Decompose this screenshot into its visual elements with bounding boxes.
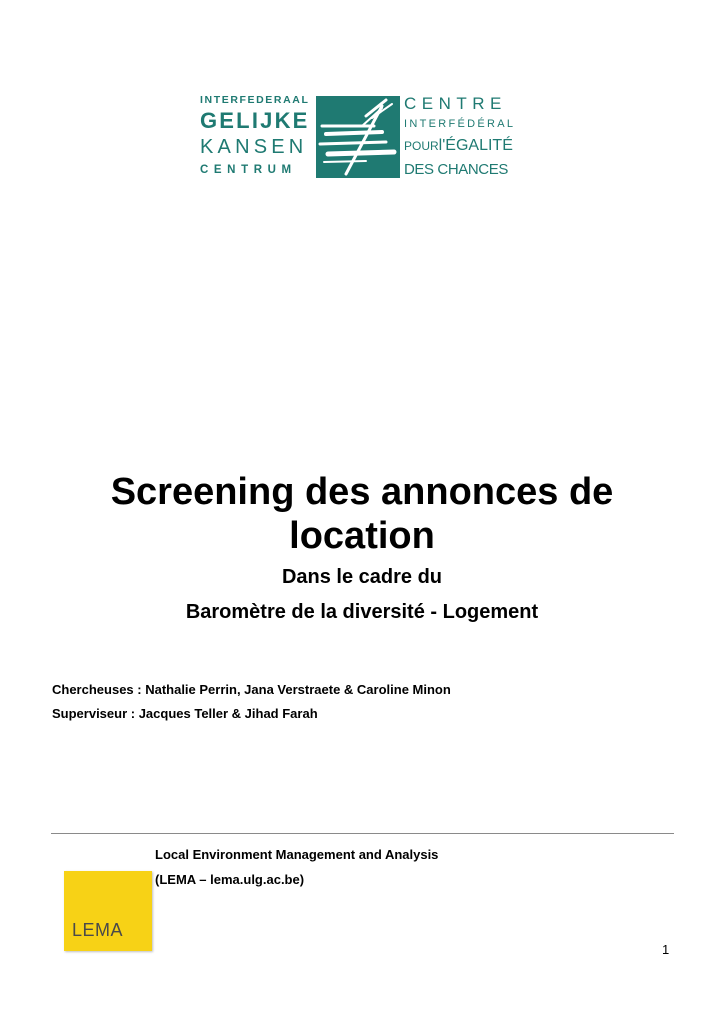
logo-fr-line4: DES CHANCES [404,161,508,178]
lema-logo [64,871,152,951]
footer-divider [51,833,674,834]
logo-emblem-icon [316,96,400,178]
title-line1: Screening des annonces de [110,471,614,513]
logo-fr-line3 [404,136,513,156]
researchers-credit: Chercheuses : Nathalie Perrin, Jana Verstraete & Caroline Minon [52,682,451,697]
org-name-line2: (LEMA – lema.ulg.ac.be) [155,872,305,887]
subtitle-line1: Dans le cadre du [281,566,443,588]
logo-dutch-text [200,94,312,180]
logo-french-text [404,94,528,180]
logo-nl-line1: INTERFEDERAAL [200,94,310,106]
logo-fr-line3-big: l'ÉGALITÉ [438,137,513,154]
logo-fr-line2: INTERFÉDÉRAL [404,118,516,130]
title-line2: location [289,515,435,557]
logo-nl-line2: GELIJKE [200,108,310,133]
subtitle-line2: Baromètre de la diversité - Logement [185,601,539,623]
logo-fr-line3-small: POUR [404,139,439,153]
lema-logo-text: LEMA [72,920,124,940]
supervisors-credit: Superviseur : Jacques Teller & Jihad Farah [52,706,318,721]
document-title [40,470,684,558]
logo-nl-line3: KANSEN [200,136,308,158]
page-number: 1 [662,942,670,957]
logo-fr-line1: CENTRE [404,94,507,113]
gelijke-kansen-centrum-logo [200,94,526,180]
logo-nl-line4: CENTRUM [200,164,297,176]
org-name-line1: Local Environment Management and Analysis [155,847,439,862]
